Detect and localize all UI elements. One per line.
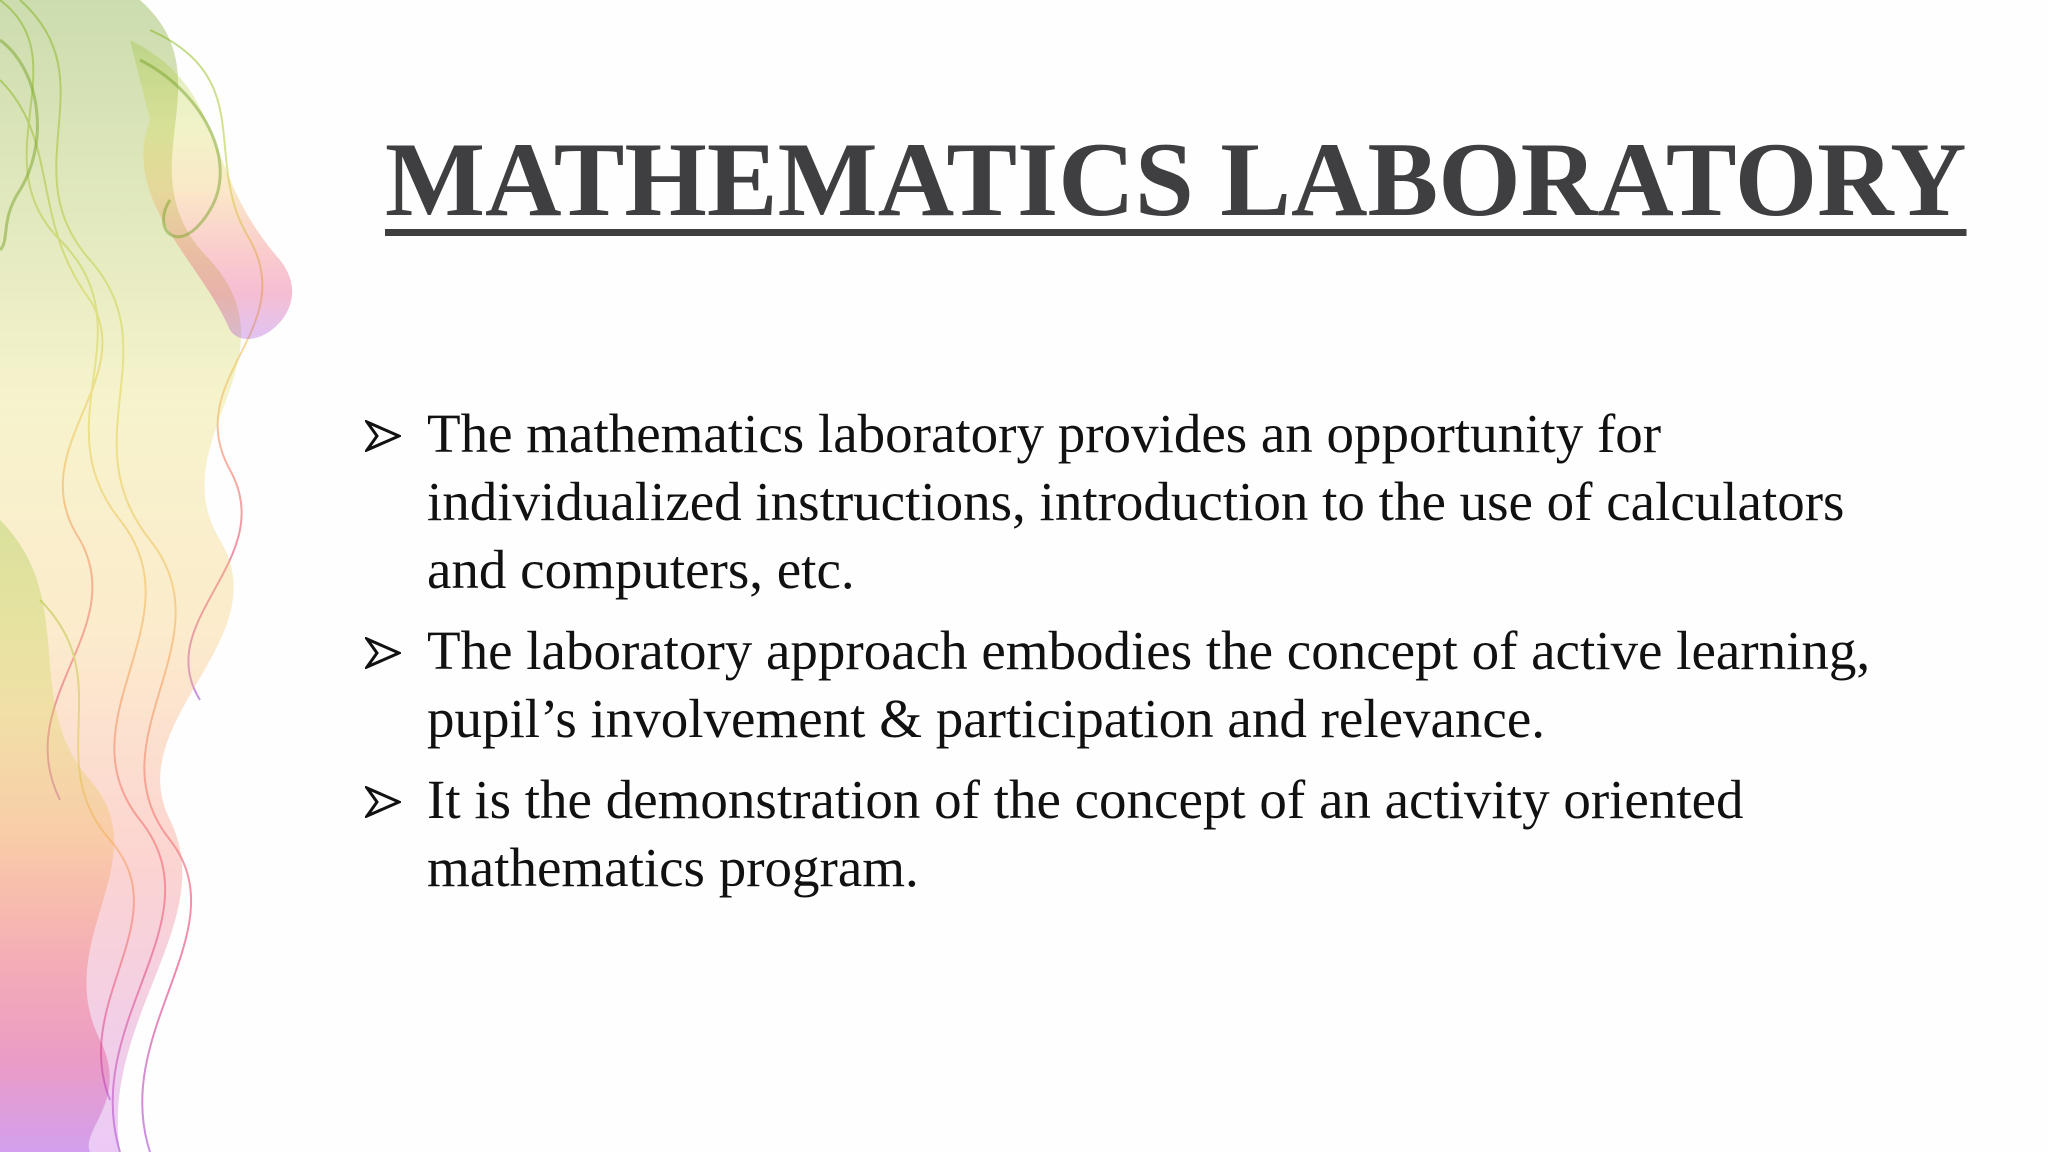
bullet-text: The mathematics laboratory provides an opportunity for individualized instructions, introduction to the use of calculators and computers, etc.	[427, 403, 1845, 600]
bullet-item	[365, 400, 1925, 604]
bullet-text: It is the demonstration of the concept of an activity oriented mathematics program.	[427, 769, 1744, 898]
slide-title: MATHEMATICS LABORATORY	[385, 121, 1967, 238]
arrowhead-bullet-icon	[365, 637, 401, 669]
arrowhead-bullet-icon	[365, 786, 401, 818]
arrowhead-bullet-icon	[365, 420, 401, 452]
bullet-item	[365, 617, 1925, 753]
bullet-text: The laboratory approach embodies the concept of active learning, pupil’s involvement & participation and relevance.	[427, 620, 1871, 749]
bullet-item	[365, 766, 1925, 902]
bullet-list	[365, 400, 1925, 915]
smoke-waves-decoration	[0, 0, 340, 1152]
